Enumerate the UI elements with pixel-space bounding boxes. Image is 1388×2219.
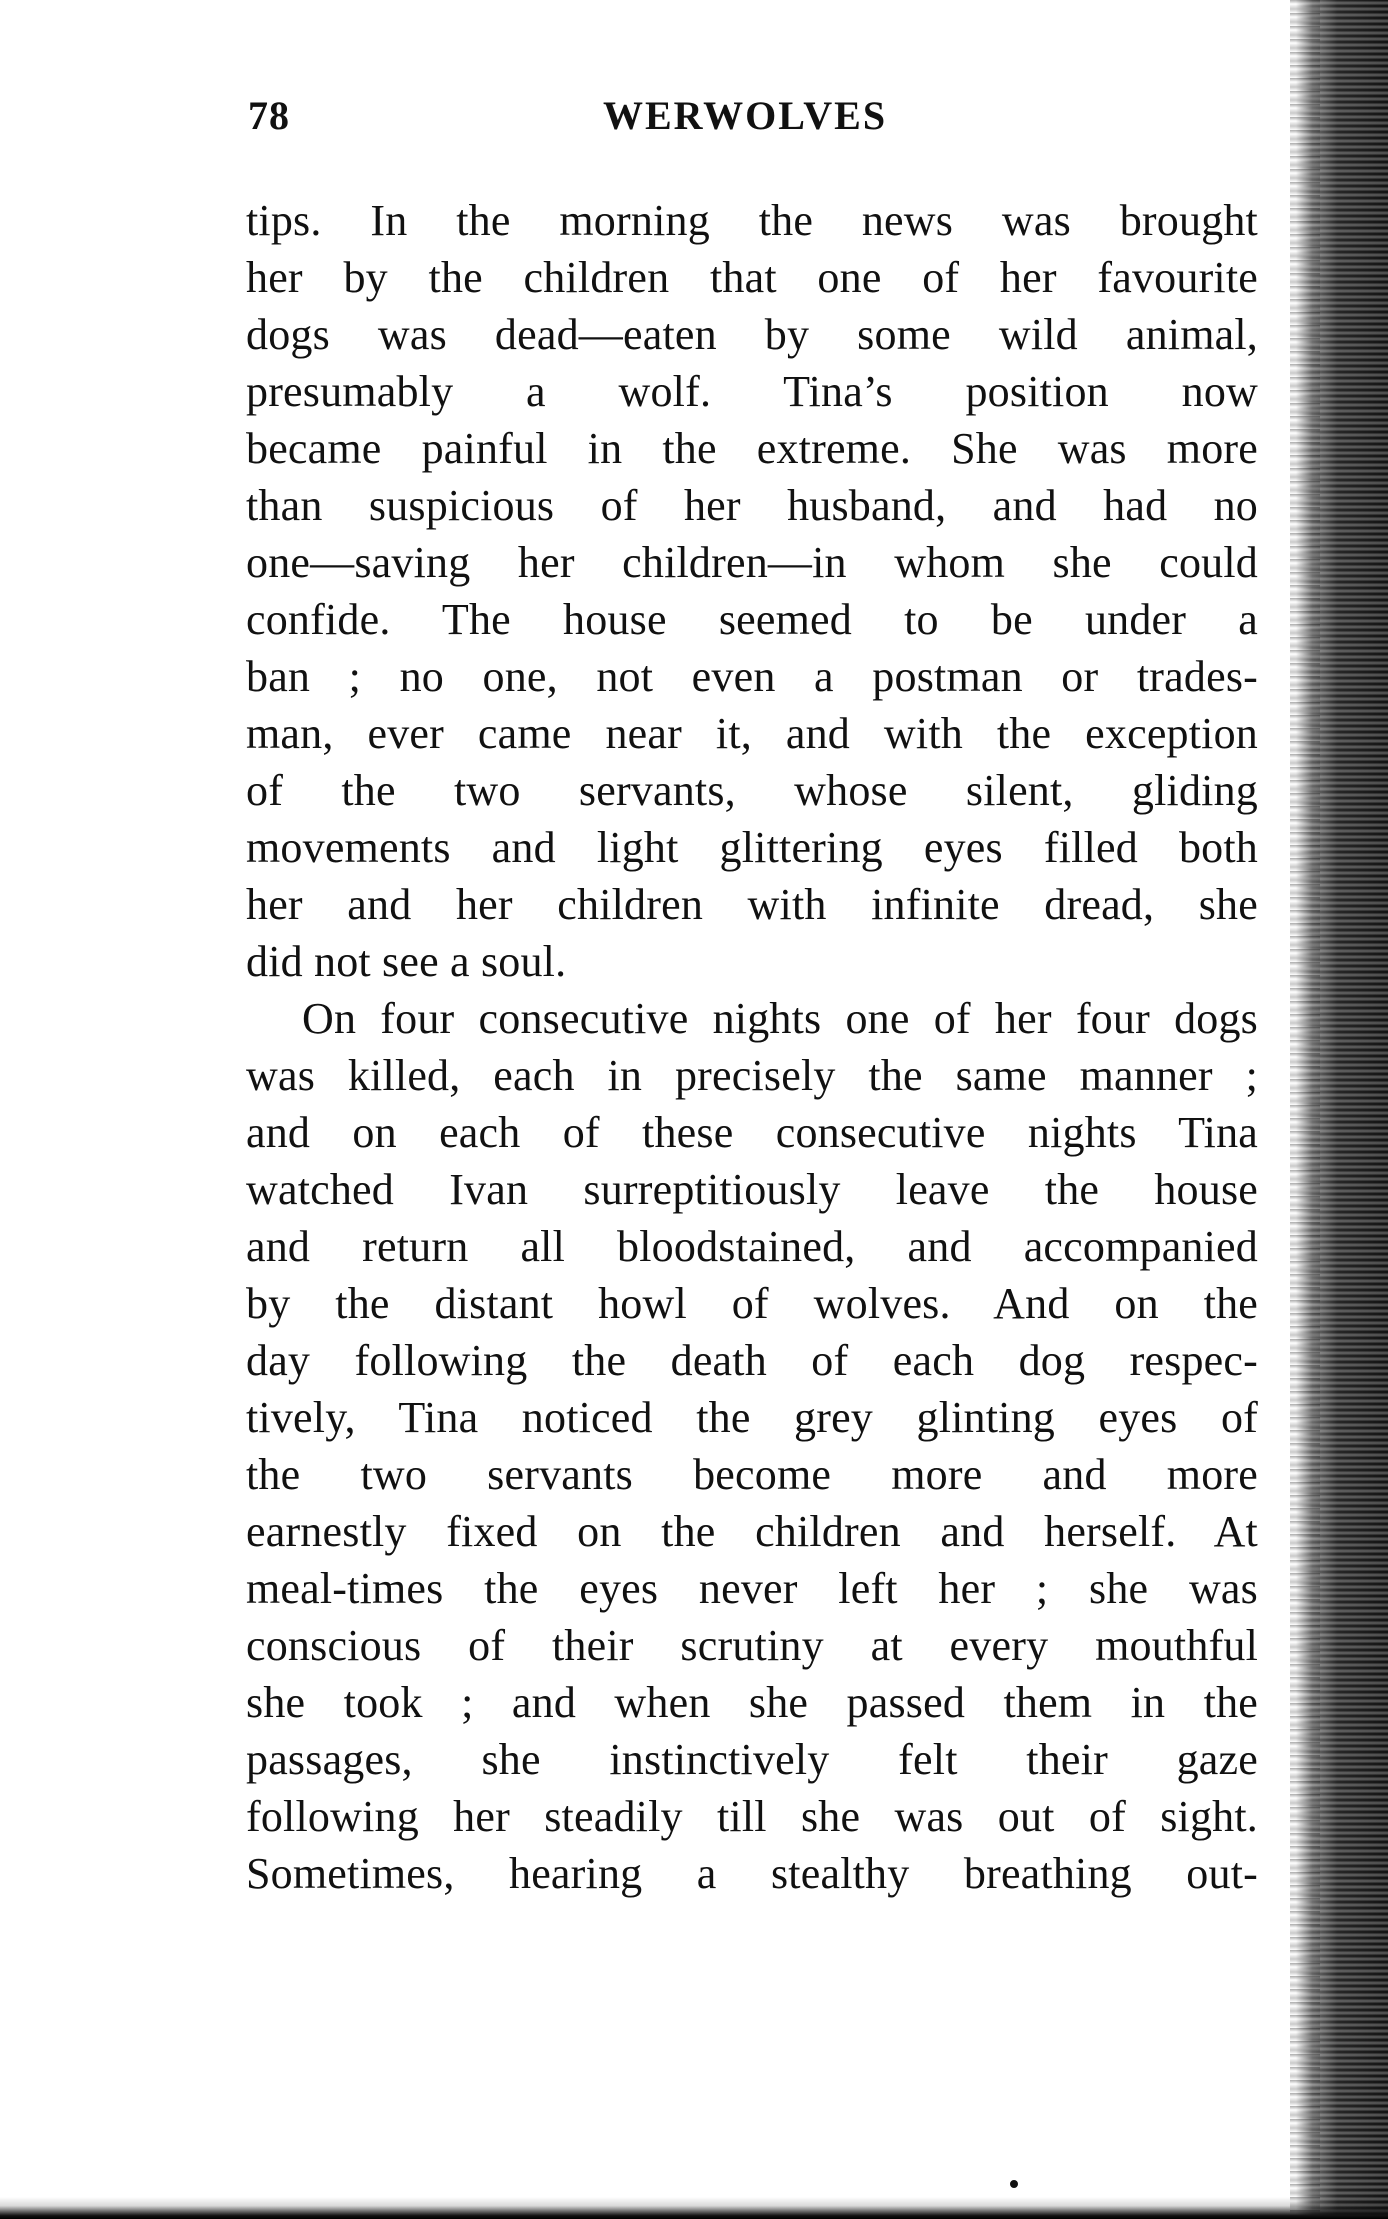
text-line: tively, Tina noticed the grey glinting eyes of <box>246 1393 1258 1442</box>
body-text <box>246 192 1258 1902</box>
text-line: movements and light glittering eyes filled both <box>246 823 1258 872</box>
text-line: man, ever came near it, and with the exception <box>246 709 1258 758</box>
text-line: of the two servants, whose silent, gliding <box>246 766 1258 815</box>
text-line: following her steadily till she was out of sight. <box>246 1792 1258 1841</box>
text-line: and return all bloodstained, and accompanied <box>246 1222 1258 1271</box>
text-line: day following the death of each dog respec- <box>246 1336 1258 1385</box>
paragraph-1 <box>246 192 1258 990</box>
text-line: presumably a wolf. Tina’s position now <box>246 367 1258 416</box>
binding-speckle <box>1290 0 1320 2219</box>
text-line: ban ; no one, not even a postman or trades- <box>246 652 1258 701</box>
ink-speck <box>1010 2180 1018 2188</box>
text-line: passages, she instinctively felt their gaze <box>246 1735 1258 1784</box>
text-line: was killed, each in precisely the same manner ; <box>246 1051 1258 1100</box>
text-line: her by the children that one of her favourite <box>246 253 1258 302</box>
text-line: became painful in the extreme. She was more <box>246 424 1258 473</box>
text-line: Sometimes, hearing a stealthy breathing out- <box>246 1849 1258 1898</box>
page-header <box>248 92 1258 152</box>
text-line: and on each of these consecutive nights Tina <box>246 1108 1258 1157</box>
text-line: watched Ivan surreptitiously leave the house <box>246 1165 1258 1214</box>
running-head: WERWOLVES <box>603 93 888 138</box>
text-line: did not see a soul. <box>246 937 567 986</box>
paragraph-2 <box>246 990 1258 1902</box>
text-line: by the distant howl of wolves. And on the <box>246 1279 1258 1328</box>
text-line: meal-times the eyes never left her ; she was <box>246 1564 1258 1613</box>
text-line: she took ; and when she passed them in the <box>246 1678 1258 1727</box>
bottom-page-edge <box>0 2197 1388 2219</box>
text-line: On four consecutive nights one of her four dogs <box>302 994 1258 1043</box>
text-line: conscious of their scrutiny at every mouthful <box>246 1621 1258 1670</box>
text-line: earnestly fixed on the children and herself. At <box>246 1507 1258 1556</box>
text-line: the two servants become more and more <box>246 1450 1258 1499</box>
text-line: tips. In the morning the news was brought <box>246 196 1258 245</box>
text-line: her and her children with infinite dread, she <box>246 880 1258 929</box>
text-line: one—saving her children—in whom she could <box>246 538 1258 587</box>
text-line: confide. The house seemed to be under a <box>246 595 1258 644</box>
text-line: than suspicious of her husband, and had no <box>246 481 1258 530</box>
text-line: dogs was dead—eaten by some wild animal, <box>246 310 1258 359</box>
page-number: 78 <box>248 93 290 138</box>
